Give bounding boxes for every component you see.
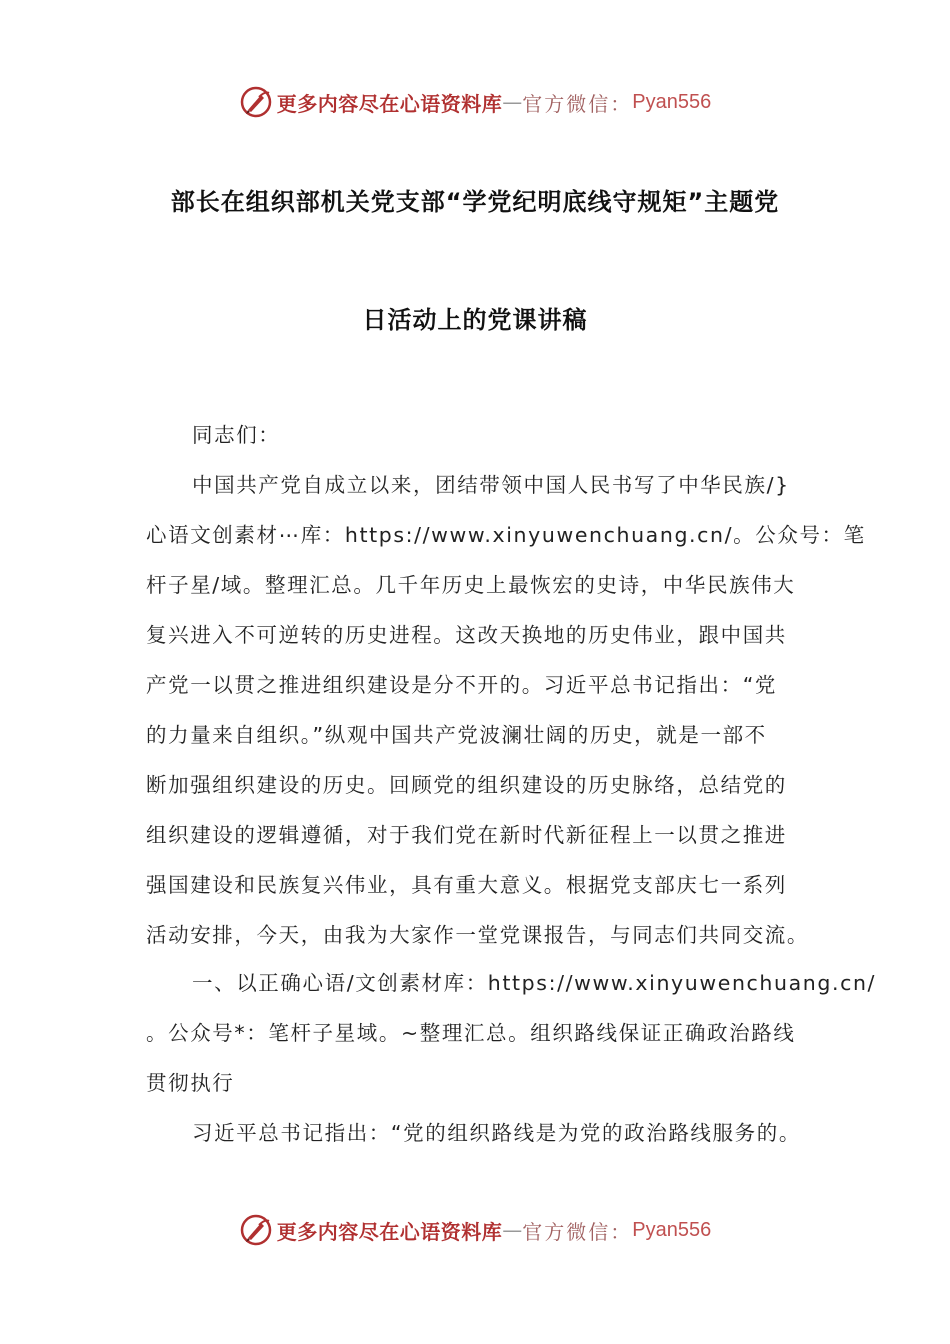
paragraph-line: 产党一以贯之推进组织建设是分不开的。习近平总书记指出：“党 <box>146 673 778 697</box>
paragraph-line: 的力量来自组织。”纵观中国共产党波澜壮阔的历史，就是一部不 <box>146 723 767 747</box>
paragraph-line: 活动安排，今天，由我为大家作一堂党课报告，与同志们共同交流。 <box>146 923 809 947</box>
section-heading-1 <box>146 958 877 1108</box>
watermark-main-text: 更多内容尽在心语资料库 <box>276 1219 503 1244</box>
paragraph-line: 组织建设的逻辑遵循，对于我们党在新时代新征程上一以贯之推进 <box>146 823 787 847</box>
heading-line: 贯彻执行 <box>146 1071 235 1095</box>
watermark-banner-bottom <box>0 1210 950 1250</box>
watermark-banner-top <box>0 82 950 122</box>
watermark-sub-text: 官方微信： <box>522 91 633 116</box>
heading-line: 。公众号*：笔杆子星域。~整理汇总。组织路线保证正确政治路线 <box>146 1021 796 1045</box>
greeting-paragraph <box>146 410 810 460</box>
watermark-sub-text: 官方微信： <box>522 1219 633 1244</box>
paragraph-line: 心语文创素材⋯库：https://www.xinyuwenchuang.cn/。公众号：笔 <box>146 523 866 547</box>
greeting-text: 同志们： <box>192 423 281 447</box>
body-paragraph-1 <box>146 460 866 960</box>
paragraph-line: 杆子星/域。整理汇总。几千年历史上最恢宏的史诗，中华民族伟大 <box>146 573 796 597</box>
document-title-line-2: 日活动上的党课讲稿 <box>362 306 588 334</box>
watermark-main-text: 更多内容尽在心语资料库 <box>276 91 503 116</box>
pen-logo-icon <box>239 85 273 119</box>
watermark-dash: — <box>502 1218 523 1242</box>
watermark-dash: — <box>502 90 523 114</box>
paragraph-line: 习近平总书记指出：“党的组织路线是为党的政治路线服务的。 <box>192 1121 801 1145</box>
paragraph-line: 断加强组织建设的历史。回顾党的组织建设的历史脉络，总结党的 <box>146 773 787 797</box>
watermark-wechat-id: Pyan556 <box>632 90 712 113</box>
watermark-wechat-id: Pyan556 <box>632 1218 712 1241</box>
document-title-line-1: 部长在组织部机关党支部“学党纪明底线守规矩”主题党 <box>170 188 780 216</box>
heading-line: 一、以正确心语/文创素材库：https://www.xinyuwenchuang.cn/ <box>192 971 877 995</box>
pen-logo-icon <box>239 1213 273 1247</box>
body-paragraph-2 <box>146 1108 810 1158</box>
paragraph-line: 强国建设和民族复兴伟业，具有重大意义。根据党支部庆七一系列 <box>146 873 787 897</box>
paragraph-line: 中国共产党自成立以来，团结带领中国人民书写了中华民族/} <box>192 473 790 497</box>
paragraph-line: 复兴进入不可逆转的历史进程。这改天换地的历史伟业，跟中国共 <box>146 623 787 647</box>
